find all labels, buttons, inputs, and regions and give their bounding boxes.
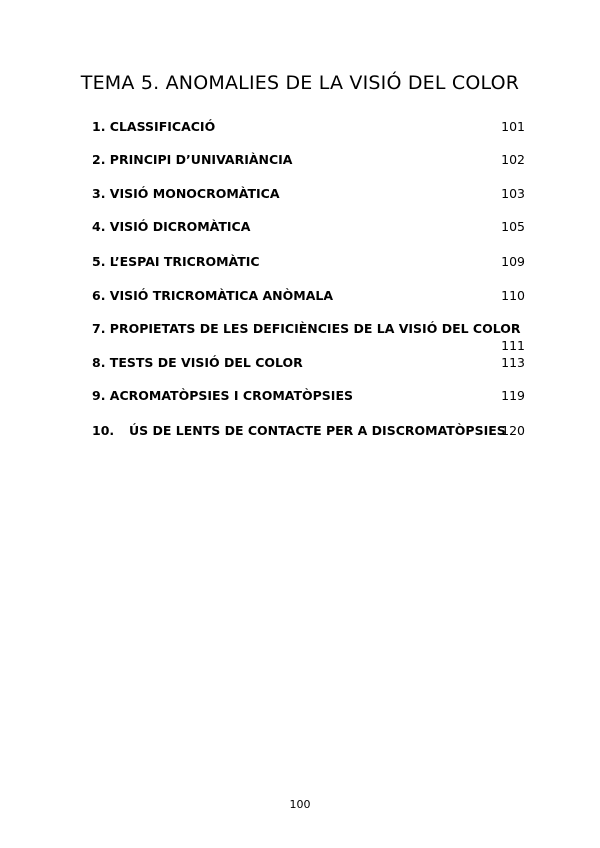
toc-entry-page: 119 xyxy=(501,388,525,403)
toc-entry-label xyxy=(92,423,506,438)
toc-entry-page: 109 xyxy=(501,254,525,269)
toc-entry-label: 5. L’ESPAI TRICROMÀTIC xyxy=(92,254,260,269)
toc-entry-label: 1. CLASSIFICACIÓ xyxy=(92,119,216,134)
toc-entry-9[interactable] xyxy=(92,388,525,406)
toc-entry-page: 103 xyxy=(501,186,525,201)
toc-entry-10[interactable] xyxy=(92,423,525,441)
toc-entry-page: 101 xyxy=(501,119,525,134)
toc-entry-6[interactable] xyxy=(92,288,525,306)
toc-entry-3[interactable] xyxy=(92,186,525,204)
toc-entry-4[interactable] xyxy=(92,219,525,237)
toc-entry-label: 6. VISIÓ TRICROMÀTICA ANÒMALA xyxy=(92,288,334,303)
toc-entry-page: 111 xyxy=(501,338,525,353)
toc-entry-5[interactable] xyxy=(92,254,525,272)
toc-entry-text: ÚS DE LENTS DE CONTACTE PER A DISCROMATÒPSIES xyxy=(129,423,506,438)
toc-entry-page: 102 xyxy=(501,152,525,167)
toc-entry-label: 4. VISIÓ DICROMÀTICA xyxy=(92,219,251,234)
toc-entry-page: 110 xyxy=(501,288,525,303)
toc-entry-2[interactable] xyxy=(92,152,525,170)
toc-entry-label: 8. TESTS DE VISIÓ DEL COLOR xyxy=(92,355,303,370)
page-number: 100 xyxy=(289,798,311,811)
toc-entry-page: 113 xyxy=(501,355,525,370)
toc-entry-label: 9. ACROMATÒPSIES I CROMATÒPSIES xyxy=(92,388,353,403)
toc-entry-label: 3. VISIÓ MONOCROMÀTICA xyxy=(92,186,280,201)
document-title: TEMA 5. ANOMALIES DE LA VISIÓ DEL COLOR xyxy=(80,72,520,94)
toc-entry-8[interactable] xyxy=(92,355,525,373)
toc-entry-page: 120 xyxy=(501,423,525,438)
toc-entry-1[interactable] xyxy=(92,119,525,137)
toc-entry-label: 7. PROPIETATS DE LES DEFICIÈNCIES DE LA VISIÓ DEL COLOR xyxy=(92,321,521,336)
toc-entry-number: 10. xyxy=(92,423,115,438)
toc-entry-page: 105 xyxy=(501,219,525,234)
toc-entry-label: 2. PRINCIPI D’UNIVARIÀNCIA xyxy=(92,152,293,167)
toc-entry-7[interactable] xyxy=(92,321,532,355)
